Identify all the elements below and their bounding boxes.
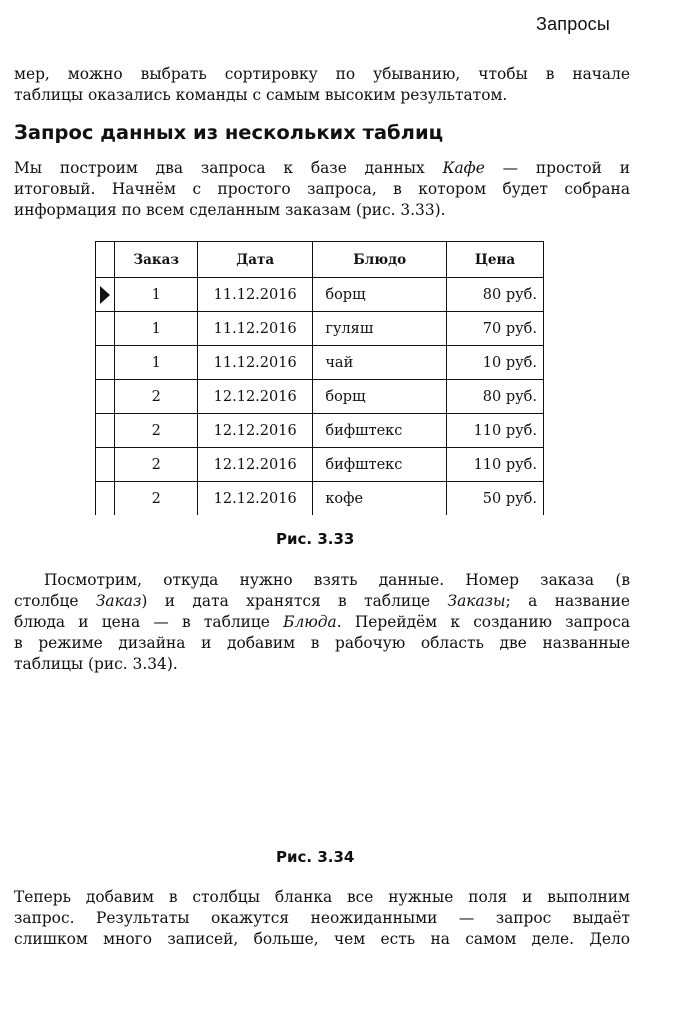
text-line: информация по всем сделанным заказам (рис. 3.33). xyxy=(14,201,446,219)
current-record-icon xyxy=(100,286,110,304)
cell-price: 110 руб. xyxy=(447,414,544,448)
row-selector xyxy=(96,448,115,482)
cell-dish: кофе xyxy=(313,482,447,516)
column-header-dish: Блюдо xyxy=(313,242,447,278)
table-row xyxy=(96,346,544,380)
running-header: Запросы xyxy=(536,14,610,34)
row-selector xyxy=(96,482,115,516)
text-line: блюда и цена — в таблице Блюда. Перейдём к созданию запроса xyxy=(14,613,630,631)
cell-order: 2 xyxy=(115,448,198,482)
table-row xyxy=(96,312,544,346)
intro-paragraph xyxy=(14,64,630,106)
row-selector xyxy=(96,380,115,414)
column-header-order: Заказ xyxy=(115,242,198,278)
cell-date: 11.12.2016 xyxy=(198,278,313,312)
cell-order: 1 xyxy=(115,278,198,312)
paragraph-2 xyxy=(14,570,630,675)
section-heading: Запрос данных из нескольких таблиц xyxy=(14,121,444,144)
table-row xyxy=(96,278,544,312)
cell-dish: бифштекс xyxy=(313,448,447,482)
column-header-date: Дата xyxy=(198,242,313,278)
cell-price: 70 руб. xyxy=(447,312,544,346)
row-selector xyxy=(96,414,115,448)
column-header-price: Цена xyxy=(447,242,544,278)
text-line: мер, можно выбрать сортировку по убыванию, чтобы в начале xyxy=(14,65,630,83)
text-line: итоговый. Начнём с простого запроса, в котором будет собрана xyxy=(14,180,630,198)
cell-order: 2 xyxy=(115,414,198,448)
table-row xyxy=(96,380,544,414)
text-line: Теперь добавим в столбцы бланка все нужные поля и выполним xyxy=(14,888,630,906)
text-line: в режиме дизайна и добавим в рабочую область две названные xyxy=(14,634,630,652)
table-row xyxy=(96,448,544,482)
cell-date: 11.12.2016 xyxy=(198,346,313,380)
cell-dish: борщ xyxy=(313,380,447,414)
row-selector xyxy=(96,312,115,346)
cell-date: 12.12.2016 xyxy=(198,448,313,482)
cell-order: 2 xyxy=(115,380,198,414)
text-line: слишком много записей, больше, чем есть на самом деле. Дело xyxy=(14,930,630,948)
cell-dish: гуляш xyxy=(313,312,447,346)
cell-price: 10 руб. xyxy=(447,346,544,380)
db-name: Кафе xyxy=(442,159,485,177)
cell-price: 110 руб. xyxy=(447,448,544,482)
row-selector xyxy=(96,278,115,312)
text-line: Посмотрим, откуда нужно взять данные. Номер заказа (в xyxy=(44,571,630,589)
cell-price: 50 руб. xyxy=(447,482,544,516)
text-line: таблицы (рис. 3.34). xyxy=(14,655,178,673)
text-line: запрос. Результаты окажутся неожиданными — запрос выдаёт xyxy=(14,909,630,927)
table-row xyxy=(96,414,544,448)
text-line: таблицы оказались команды с самым высоким результатом. xyxy=(14,86,508,104)
cell-date: 12.12.2016 xyxy=(198,482,313,516)
table-row xyxy=(96,482,544,516)
cell-date: 11.12.2016 xyxy=(198,312,313,346)
cell-dish: борщ xyxy=(313,278,447,312)
cell-order: 1 xyxy=(115,346,198,380)
cell-order: 2 xyxy=(115,482,198,516)
query-result-table xyxy=(95,241,544,515)
text-line: столбце Заказ) и дата хранятся в таблице Заказы; а название xyxy=(14,592,630,610)
paragraph-3 xyxy=(14,887,630,950)
paragraph-1 xyxy=(14,158,630,221)
cell-price: 80 руб. xyxy=(447,380,544,414)
figure-caption-3-34: Рис. 3.34 xyxy=(276,848,355,866)
cell-order: 1 xyxy=(115,312,198,346)
cell-dish: бифштекс xyxy=(313,414,447,448)
cell-date: 12.12.2016 xyxy=(198,414,313,448)
cell-dish: чай xyxy=(313,346,447,380)
text-line: Мы построим два запроса к базе данных Кафе — простой и xyxy=(14,159,630,177)
cell-date: 12.12.2016 xyxy=(198,380,313,414)
cell-price: 80 руб. xyxy=(447,278,544,312)
row-selector xyxy=(96,346,115,380)
figure-caption-3-33: Рис. 3.33 xyxy=(276,530,355,548)
table-header-row xyxy=(96,242,544,278)
row-selector-header xyxy=(96,242,115,278)
